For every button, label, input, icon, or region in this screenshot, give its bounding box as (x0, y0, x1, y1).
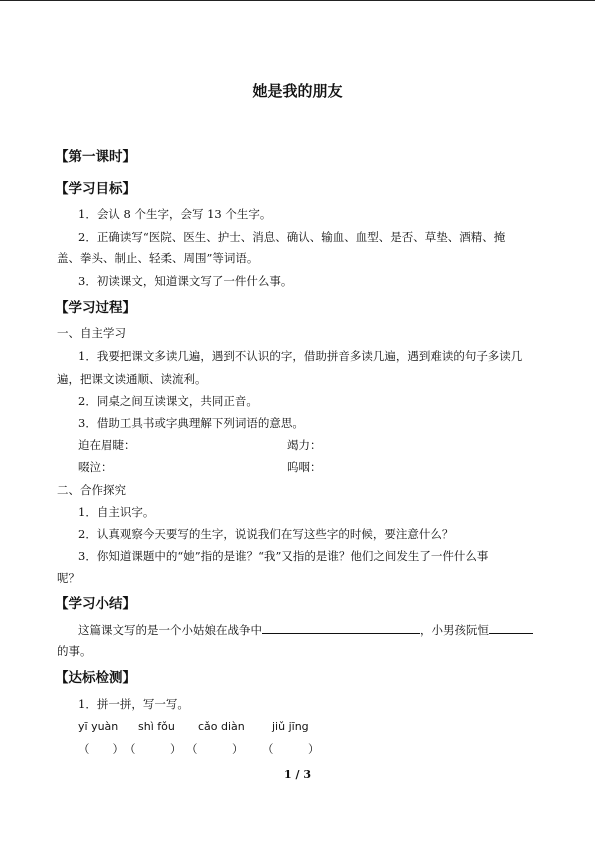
summary-line (78, 621, 533, 638)
goal-item: 2．正确读写“医院、医生、护士、消息、确认、输血、血型、是否、草垫、酒精、掩 (78, 230, 506, 244)
test-question: 1．拼一拼，写一写。 (78, 697, 189, 711)
top-rule (0, 0, 595, 1)
summary-line: 的事。 (57, 644, 92, 658)
summary-heading: 【学习小结】 (55, 596, 136, 612)
answer-parens: （ ） (78, 742, 124, 756)
explore-item: 呢？ (57, 571, 80, 585)
page-number: 1 / 3 (284, 768, 311, 781)
pinyin-item: cǎo diàn (198, 720, 245, 733)
goal-item: 3．初读课文，知道课文写了一件什么事。 (78, 274, 293, 288)
summary-text: 这篇课文写的是一个小姑娘在战争中 (78, 623, 262, 637)
goals-heading: 【学习目标】 (55, 181, 136, 197)
pinyin-item: yī yuàn (78, 720, 119, 733)
pinyin-item: shì fǒu (138, 720, 175, 733)
process-heading: 【学习过程】 (55, 300, 136, 316)
vocab-word: 呜咽： (287, 460, 322, 474)
test-heading: 【达标检测】 (55, 670, 136, 686)
vocab-word: 竭力： (287, 438, 322, 452)
vocab-word: 迫在眉睫： (78, 438, 136, 452)
fill-blank (262, 621, 420, 634)
vocab-word: 啜泣： (78, 460, 113, 474)
page-title: 她是我的朋友 (252, 82, 343, 100)
fill-blank (489, 621, 533, 634)
goal-item: 1．会认 8 个生字，会写 13 个生字。 (78, 207, 272, 221)
pinyin-item: jiǔ jīng (272, 720, 309, 733)
explore-item: 2．认真观察今天要写的生字，说说我们在写这些字的时候，要注意什么？ (78, 527, 454, 541)
section-title: 一、自主学习 (57, 326, 126, 340)
answer-parens: （ ） (124, 742, 182, 756)
process-item: 2．同桌之间互读课文，共同正音。 (78, 394, 258, 408)
explore-item: 1．自主识字。 (78, 505, 155, 519)
process-item: 遍，把课文读通顺、读流利。 (57, 372, 207, 386)
summary-text: ，小男孩阮恒 (420, 623, 489, 637)
process-item: 3．借助工具书或字典理解下列词语的意思。 (78, 416, 304, 430)
answer-parens: （ ） (186, 742, 244, 756)
lesson-heading: 【第一课时】 (55, 149, 136, 165)
section-title: 二、合作探究 (57, 483, 126, 497)
process-item: 1．我要把课文多读几遍，遇到不认识的字，借助拼音多读几遍，遇到难读的句子多读几 (78, 349, 523, 363)
explore-item: 3．你知道课题中的“她”指的是谁？“我”又指的是谁？他们之间发生了一件什么事 (78, 549, 489, 563)
answer-parens: （ ） (262, 742, 320, 756)
goal-item: 盖、拳头、制止、轻柔、周围”等词语。 (57, 251, 259, 265)
